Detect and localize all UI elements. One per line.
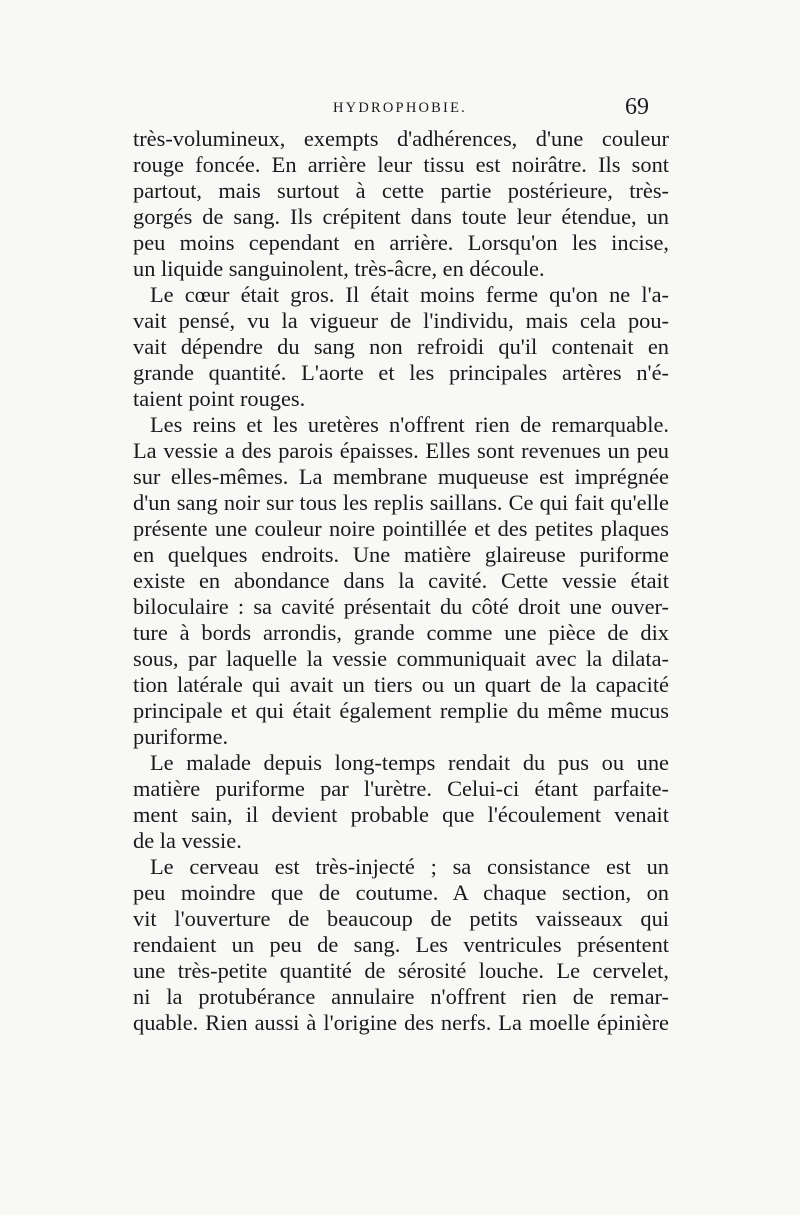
text-line: taient point rouges. [133, 386, 306, 411]
text-line: ni la protubérance annulaire n'offrent rien de remar- [133, 984, 669, 1009]
text-line: sur elles-mêmes. La membrane muqueuse est imprégnée [133, 464, 669, 489]
text-line: ment sain, il devient probable que l'écoulement venait [133, 802, 669, 827]
text-line: grande quantité. L'aorte et les principales artères n'é- [133, 360, 669, 385]
text-line: puriforme. [133, 724, 229, 749]
text-line: quable. Rien aussi à l'origine des nerfs. La moelle épinière [133, 1010, 669, 1035]
text-line: gorgés de sang. Ils crépitent dans toute leur étendue, un [133, 204, 669, 229]
body-text [133, 126, 669, 1036]
text-line: partout, mais surtout à cette partie postérieure, très- [133, 178, 669, 203]
text-line: Le malade depuis long-temps rendait du pus ou une [150, 750, 669, 775]
text-line: rendaient un peu de sang. Les ventricules présentent [133, 932, 669, 957]
text-line: présente une couleur noire pointillée et des petites plaques [133, 516, 669, 541]
text-line: biloculaire : sa cavité présentait du côté droit une ouver- [133, 594, 669, 619]
text-line: peu moins cependant en arrière. Lorsqu'on les incise, [133, 230, 669, 255]
text-line: rouge foncée. En arrière leur tissu est noirâtre. Ils sont [133, 152, 669, 177]
text-line: d'un sang noir sur tous les replis saillans. Ce qui fait qu'elle [133, 490, 669, 515]
text-line: vait dépendre du sang non refroidi qu'il contenait en [133, 334, 669, 359]
text-line: un liquide sanguinolent, très-âcre, en découle. [133, 256, 545, 281]
text-line: Les reins et les uretères n'offrent rien de remarquable. [150, 412, 669, 437]
text-line: principale et qui était également remplie du même mucus [133, 698, 669, 723]
text-line: La vessie a des parois épaisses. Elles sont revenues un peu [133, 438, 669, 463]
text-line: Le cerveau est très-injecté ; sa consistance est un [150, 854, 669, 879]
text-line: existe en abondance dans la cavité. Cette vessie était [133, 568, 669, 593]
running-head: HYDROPHOBIE. [333, 100, 467, 116]
page-header [133, 94, 653, 124]
text-line: ture à bords arrondis, grande comme une pièce de dix [133, 620, 669, 645]
text-line: matière puriforme par l'urètre. Celui-ci étant parfaite- [133, 776, 669, 801]
text-line: Le cœur était gros. Il était moins ferme qu'on ne l'a- [150, 282, 669, 307]
text-line: une très-petite quantité de sérosité louche. Le cervelet, [133, 958, 669, 983]
text-line: peu moindre que de coutume. A chaque section, on [133, 880, 669, 905]
text-line: très-volumineux, exempts d'adhérences, d'une couleur [133, 126, 669, 151]
page-number: 69 [625, 94, 649, 120]
text-line: sous, par laquelle la vessie communiquait avec la dilata- [133, 646, 669, 671]
text-line: en quelques endroits. Une matière glaireuse puriforme [133, 542, 669, 567]
text-line: vait pensé, vu la vigueur de l'individu, mais cela pou- [133, 308, 669, 333]
text-line: tion latérale qui avait un tiers ou un quart de la capacité [133, 672, 669, 697]
text-line: vit l'ouverture de beaucoup de petits vaisseaux qui [133, 906, 669, 931]
text-line: de la vessie. [133, 828, 242, 853]
